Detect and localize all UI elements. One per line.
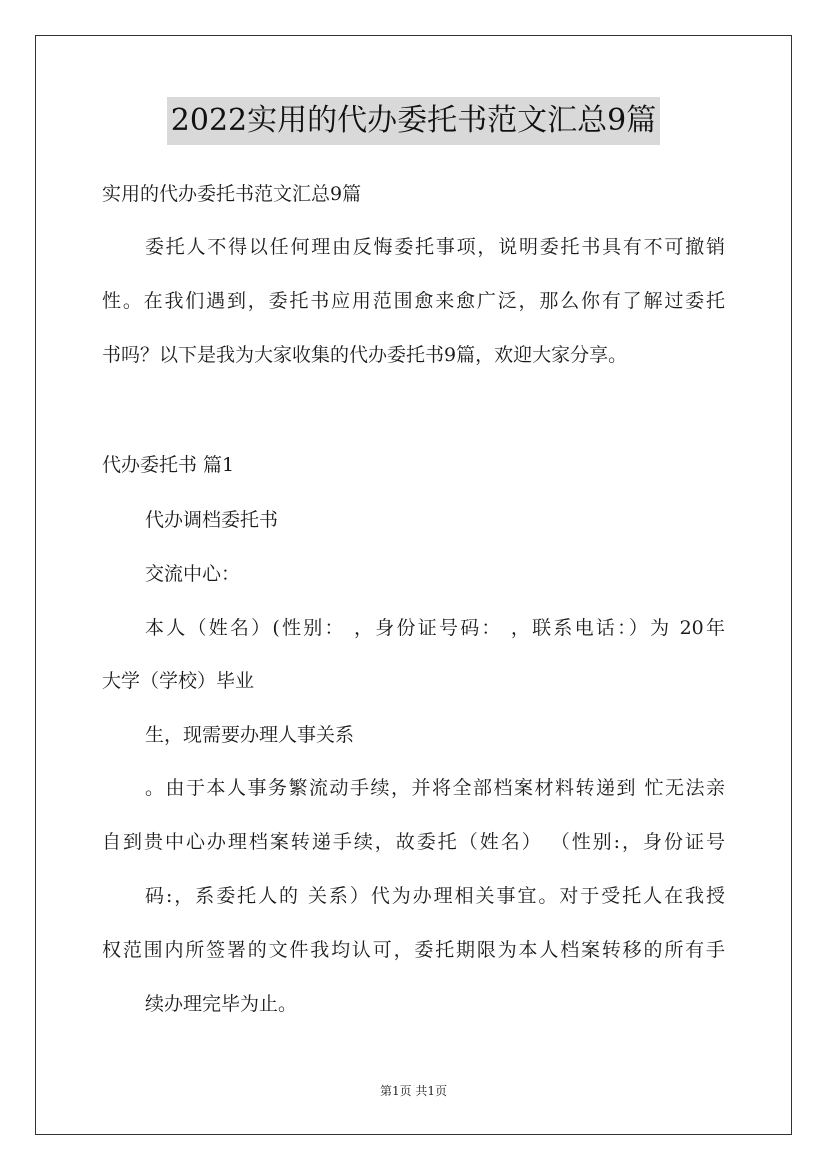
document-subtitle: 实用的代办委托书范文汇总9篇	[102, 183, 362, 205]
intro-line: 性。在我们遇到，委托书应用范围愈来愈广泛，那么你有了解过委托	[102, 290, 725, 312]
title-container	[0, 97, 827, 145]
body-line: 权范围内所签署的文件我均认可，委托期限为本人档案转移的所有手	[102, 939, 725, 961]
body-line: 交流中心：	[145, 563, 241, 585]
page-footer: 第1页 共1页	[379, 1084, 448, 1098]
body-line: 本人（姓名）(性别： ，身份证号码： ，联系电话：）为 20年	[145, 617, 725, 639]
document-title: 2022实用的代办委托书范文汇总9篇	[167, 97, 660, 145]
body-line: 续办理完毕为止。	[145, 993, 298, 1015]
section-heading: 代办委托书 篇1	[102, 454, 235, 476]
body-line: 自到贵中心办理档案转递手续，故委托（姓名） （性别:，身份证号	[102, 831, 725, 853]
intro-line: 书吗？以下是我为大家收集的代办委托书9篇，欢迎大家分享。	[102, 344, 628, 366]
body-line: 代办调档委托书	[145, 509, 279, 531]
intro-line: 委托人不得以任何理由反悔委托事项，说明委托书具有不可撤销	[145, 236, 725, 258]
body-line: 大学（学校）毕业	[102, 670, 255, 692]
body-line: 。由于本人事务繁流动手续，并将全部档案材料转递到 忙无法亲	[145, 777, 725, 799]
body-line: 码:，系委托人的 关系）代为办理相关事宜。对于受托人在我授	[145, 885, 725, 907]
body-line: 生，现需要办理人事关系	[145, 724, 355, 746]
